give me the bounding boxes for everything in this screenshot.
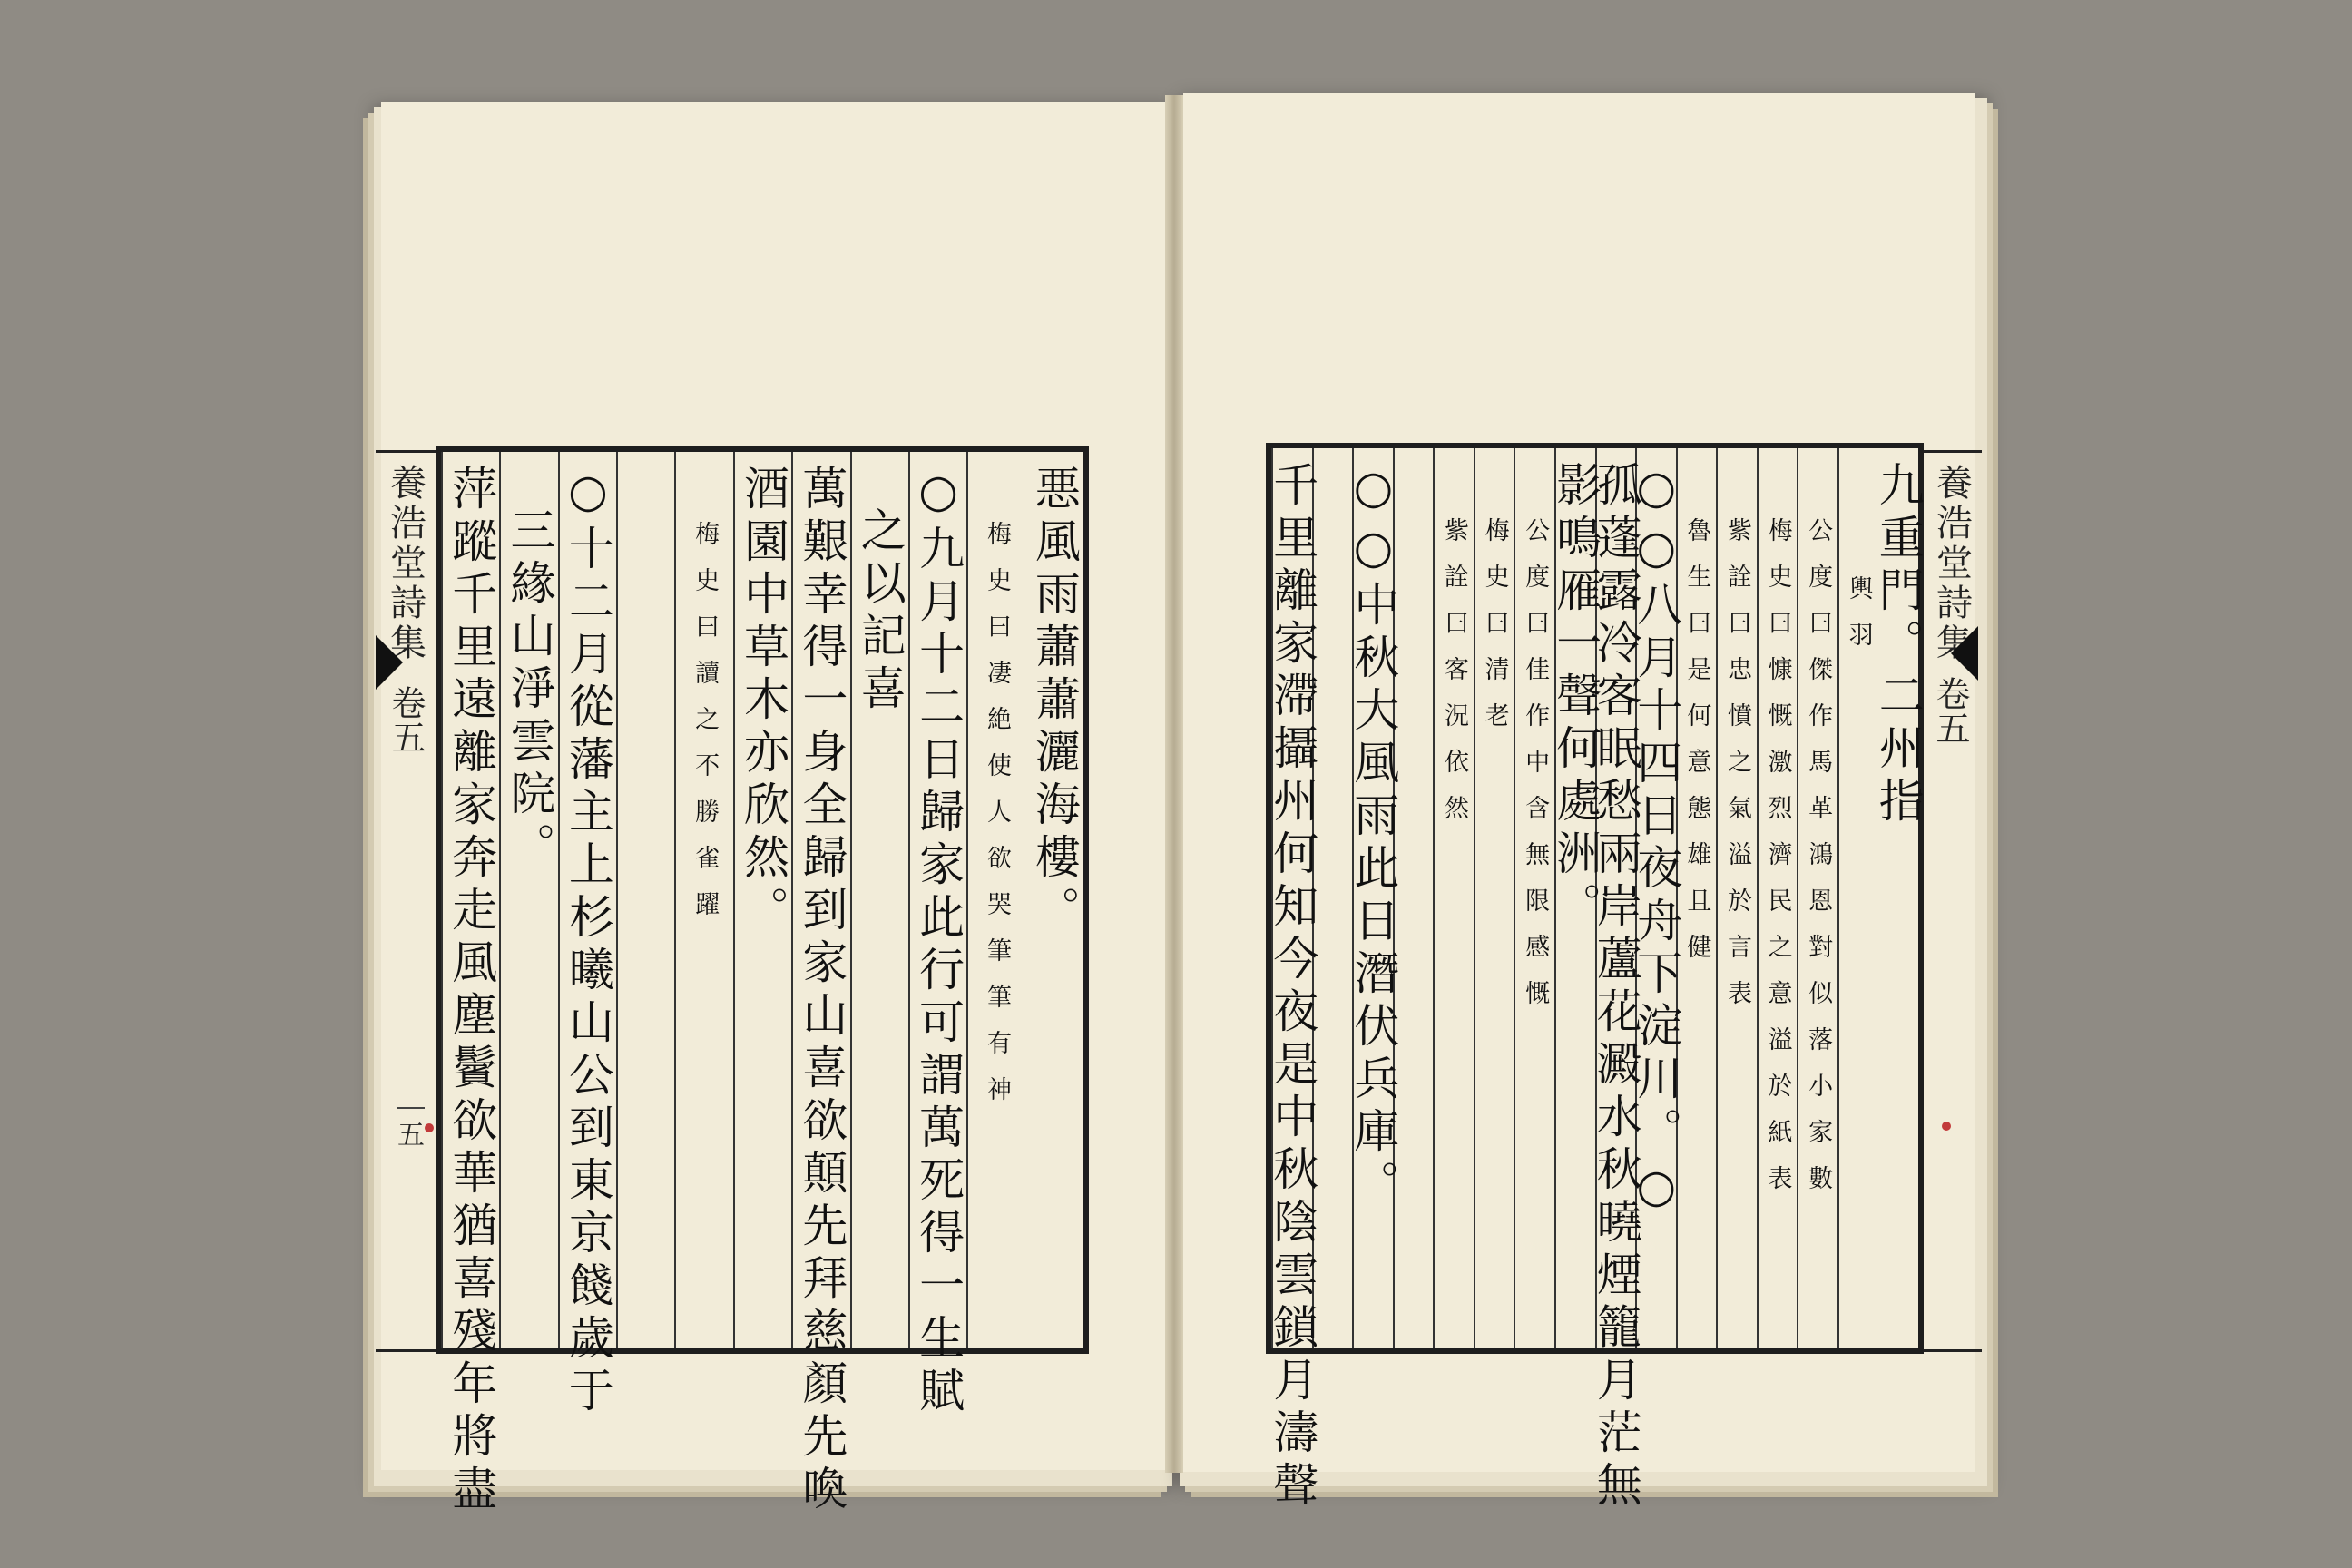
book-gutter xyxy=(1165,95,1183,1473)
left-text-column: 悪風雨蕭蕭灑海樓。 xyxy=(1027,465,1081,938)
left-text-frame xyxy=(436,446,1089,1517)
right-spine-title: 養浩堂詩集 xyxy=(1922,450,1982,1352)
page-folio: 五 xyxy=(397,1107,425,1152)
right-text-column: 孤蓬露冷客眠愁兩岸蘆花澱水秋曉煙籠月茫無 xyxy=(1595,448,1636,1348)
right-text-column: 影鳴雁一聲何處洲。 xyxy=(1554,448,1595,1348)
left-text-column xyxy=(616,452,674,1348)
left-text-column: 梅史曰凄絶使人欲哭筆筆有神 xyxy=(966,452,1024,1348)
left-text-column: 梅史曰讀之不勝雀躍 xyxy=(674,452,732,1348)
right-text-column: 千里離家滯攝州何知今夜是中秋陰雲鎖月濤聲 xyxy=(1271,448,1312,1348)
left-fishtail-mark xyxy=(376,635,403,690)
left-volume-label: 卷五 xyxy=(386,685,426,754)
left-text-column: 三緣山淨雲院。 xyxy=(499,452,557,1348)
right-text-column: 梅史曰慷慨激烈濟民之意溢於紙表 xyxy=(1757,448,1798,1348)
right-text-column: 梅史曰清老 xyxy=(1474,448,1514,1348)
left-text-column: ○九月十二日歸家此行可謂萬死得一生賦 xyxy=(908,452,966,1348)
right-text-column: 輿羽 xyxy=(1838,448,1878,1348)
left-text-column: 之以記喜 xyxy=(850,452,908,1348)
right-fishtail-mark xyxy=(1951,626,1978,681)
right-text-column: ○○中秋大風雨此日潛伏兵庫。 xyxy=(1352,448,1393,1348)
right-text-column: 紫詮曰忠憤之氣溢於言表 xyxy=(1716,448,1757,1348)
left-text-column: 萍蹤千里遠離家奔走風塵鬢欲華猶喜殘年將盡 xyxy=(441,452,499,1348)
red-seal-dot xyxy=(425,1123,434,1132)
right-text-column: 紫詮曰客況依然 xyxy=(1433,448,1474,1348)
left-spine-title: 養浩堂詩集 xyxy=(376,450,436,1352)
right-text-column: 公度曰佳作中含無限感慨 xyxy=(1514,448,1554,1348)
right-volume-label: 卷五 xyxy=(1930,676,1970,745)
red-seal-dot xyxy=(1942,1122,1951,1131)
left-text-column: ○十二月從藩主上杉曦山公到東京餞歲于 xyxy=(558,452,616,1348)
right-text-column: ○○八月十四日夜舟下淀川。○ xyxy=(1635,448,1676,1348)
left-text-column: 酒園中草木亦欣然。 xyxy=(733,452,791,1348)
left-text-column: 萬艱幸得一身全歸到家山喜欲顛先拜慈顏先喚 xyxy=(791,452,849,1348)
right-text-column: 公度曰傑作馬革鴻恩對似落小家數 xyxy=(1797,448,1838,1348)
right-text-column: 九重門。二州指 xyxy=(1871,461,1925,829)
right-text-frame xyxy=(1266,443,1925,1514)
right-text-column: 魯生曰是何意態雄且健 xyxy=(1676,448,1717,1348)
